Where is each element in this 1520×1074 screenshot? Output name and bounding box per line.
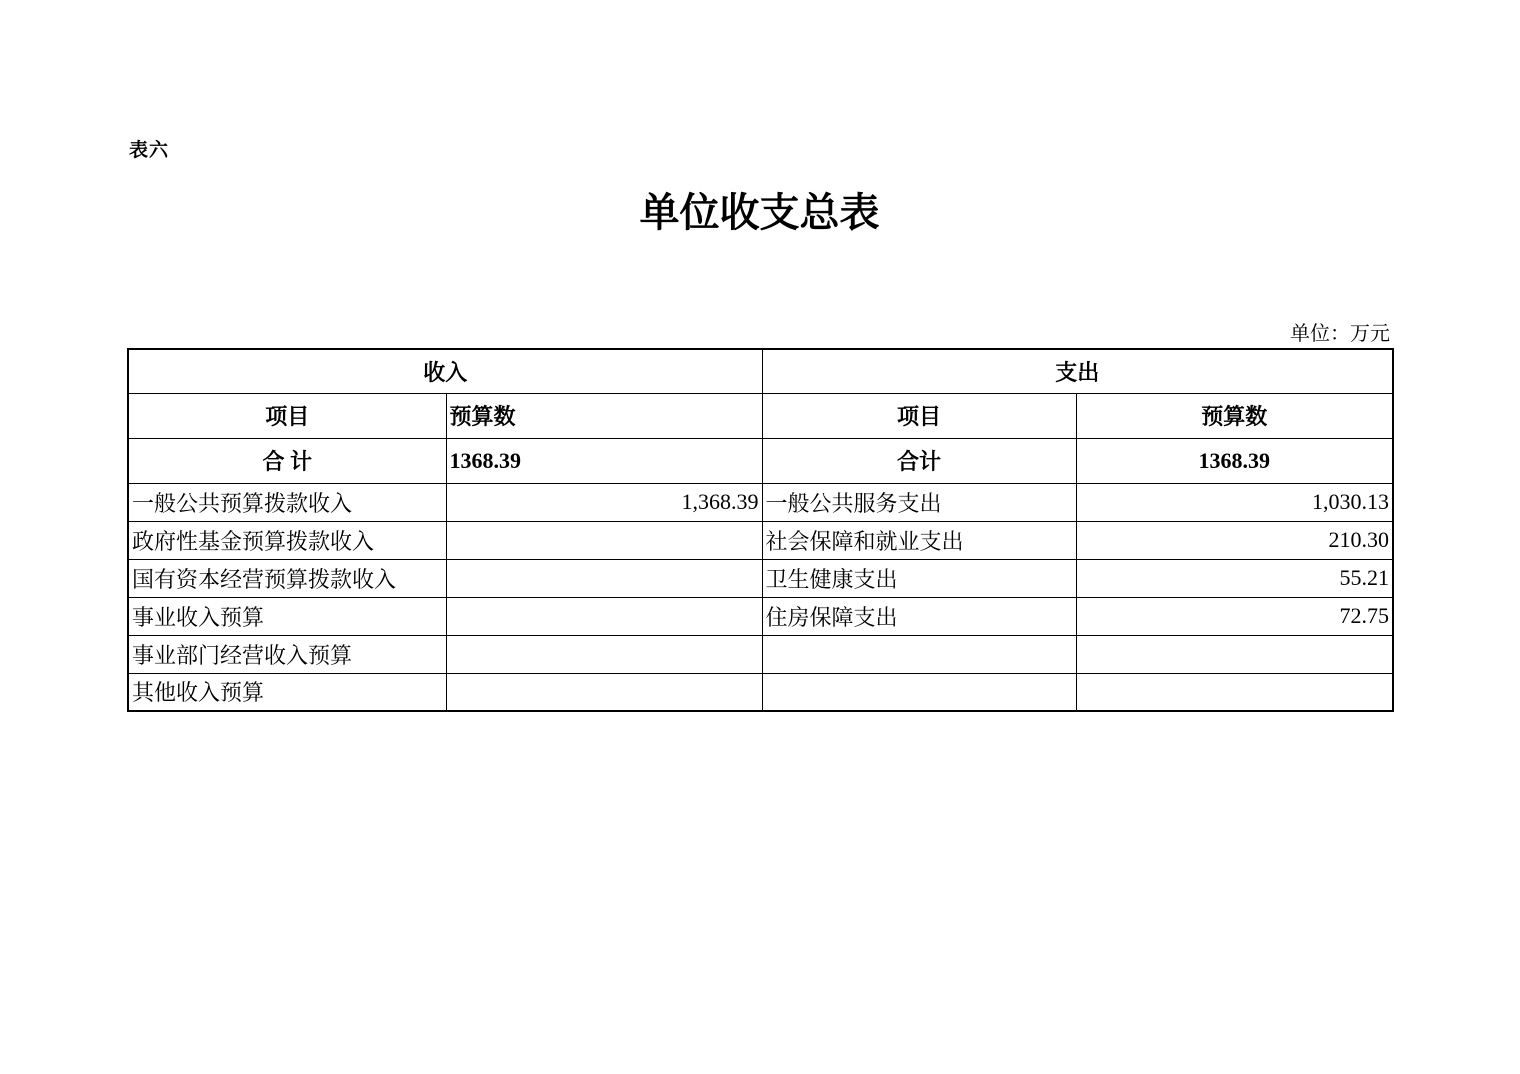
income-value-cell	[446, 559, 762, 597]
income-item-column-header: 项目	[128, 393, 446, 438]
income-value-cell: 1,368.39	[446, 483, 762, 521]
income-total-value: 1368.39	[446, 438, 762, 483]
table-number-label: 表六	[129, 140, 170, 161]
column-header-row	[128, 393, 1393, 438]
expense-total-label: 合计	[762, 438, 1076, 483]
income-item-cell: 国有资本经营预算拨款收入	[128, 559, 446, 597]
expense-budget-column-header: 预算数	[1076, 393, 1393, 438]
income-value-cell	[446, 635, 762, 673]
table-row	[128, 597, 1393, 635]
table-row	[128, 521, 1393, 559]
total-row	[128, 438, 1393, 483]
expense-item-cell	[762, 635, 1076, 673]
expense-item-cell: 社会保障和就业支出	[762, 521, 1076, 559]
income-item-cell: 其他收入预算	[128, 673, 446, 711]
income-total-label: 合 计	[128, 438, 446, 483]
table-row	[128, 483, 1393, 521]
income-value-cell	[446, 521, 762, 559]
expense-total-value: 1368.39	[1076, 438, 1393, 483]
income-item-cell: 一般公共预算拨款收入	[128, 483, 446, 521]
expense-value-cell	[1076, 673, 1393, 711]
expense-item-cell: 一般公共服务支出	[762, 483, 1076, 521]
page-title: 单位收支总表	[639, 190, 880, 235]
expense-item-cell: 卫生健康支出	[762, 559, 1076, 597]
expense-value-cell	[1076, 635, 1393, 673]
budget-table	[127, 348, 1394, 712]
expense-item-cell: 住房保障支出	[762, 597, 1076, 635]
table-row	[128, 673, 1393, 711]
income-value-cell	[446, 673, 762, 711]
income-item-cell: 事业部门经营收入预算	[128, 635, 446, 673]
table-row	[128, 559, 1393, 597]
expense-item-cell	[762, 673, 1076, 711]
income-section-header: 收入	[128, 349, 762, 393]
expense-item-column-header: 项目	[762, 393, 1076, 438]
income-item-cell: 政府性基金预算拨款收入	[128, 521, 446, 559]
income-item-cell: 事业收入预算	[128, 597, 446, 635]
unit-note: 单位：万元	[1290, 323, 1390, 345]
expense-value-cell: 210.30	[1076, 521, 1393, 559]
expense-value-cell: 72.75	[1076, 597, 1393, 635]
expense-value-cell: 1,030.13	[1076, 483, 1393, 521]
section-header-row	[128, 349, 1393, 393]
table-row	[128, 635, 1393, 673]
income-value-cell	[446, 597, 762, 635]
income-budget-column-header: 预算数	[446, 393, 762, 438]
expense-section-header: 支出	[762, 349, 1393, 393]
expense-value-cell: 55.21	[1076, 559, 1393, 597]
